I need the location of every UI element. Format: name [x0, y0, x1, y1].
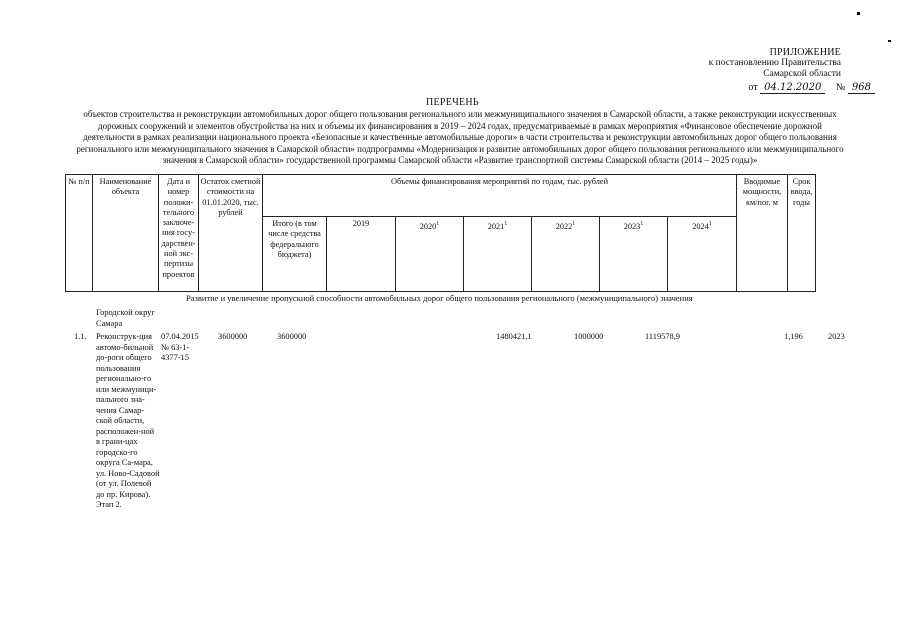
date-prefix: от	[748, 82, 758, 93]
header-capacity: Вводимые мощности, км/пог. м	[737, 175, 788, 292]
header-name: Наименование объекта	[93, 175, 159, 292]
header-year-2019	[327, 217, 396, 292]
footnote-mark: 1	[572, 221, 576, 227]
footnote-mark: 1	[640, 221, 644, 227]
row-term: 2023	[828, 332, 845, 341]
scan-speck	[888, 40, 891, 42]
appendix-date-line	[635, 82, 875, 93]
date-value: 04.12.2020	[760, 82, 825, 94]
row-balance: 3600000	[218, 332, 248, 341]
document-title: ПЕРЕЧЕНЬ	[426, 97, 479, 108]
number-value: 968	[848, 82, 875, 94]
header-year-2021	[464, 217, 532, 292]
footnote-mark: 1	[708, 221, 712, 227]
row-2021: 1480421,1	[496, 332, 532, 341]
row-date: 07.04.2015 № 63-1-4377-15	[161, 332, 199, 362]
appendix-line-2: Самарской области	[763, 69, 841, 79]
appendix-title: ПРИЛОЖЕНИЕ	[769, 47, 841, 58]
row-total: 3600000	[277, 332, 307, 341]
header-year-2023	[600, 217, 668, 292]
section-heading: Развитие и увеличение пропускной способности автомобильных дорог общего пользования регионального (межмуниципального) значения	[186, 293, 693, 303]
year-2019-label: 2019	[352, 219, 370, 228]
header-year-2022	[532, 217, 600, 292]
row-num: 1.1.	[74, 332, 87, 341]
number-prefix: №	[835, 82, 846, 93]
objects-table	[65, 174, 816, 292]
row-name: Реконструк-ция автомо-бильной до-роги общего пользования регионально-го или межмуници-пального зна-чения Самар-ской области, расположен-ной в грани-цах городско-го округа Са-мара, ул. Ново-Садовой (от ул. Полевой до пр. Кирова). Этап 2.	[96, 332, 160, 509]
scan-speck	[857, 12, 860, 15]
row-2022: 1000000	[574, 332, 604, 341]
year-2024-label: 2024	[692, 221, 709, 231]
document-subtitle: объектов строительства и реконструкции автомобильных дорог общего пользования регионального или межмуниципального значения в Самарской области, а также реконструкции искусственных дорожных сооружений и элементов обустройства на них и объемы их финансирования в 2019 – 2024 годах, предусматриваемые в рамках мероприятия «Финансовое обеспечение дорожной деятельности в рамках реализации национального проекта «Безопасные и качественные автомобильные дороги» в части строительства и реконструкции автомобильных дорог общего пользования регионального или межмуниципального значения в Самарской области» подпрограммы «Модернизация и развитие автомобильных дорог общего пользования регионального или межмуниципального значения в Самарской области» государственной программы Самарской области «Развитие транспортной системы Самарской области (2014 – 2025 годы)»	[76, 109, 844, 166]
header-total: Итого (в том числе средства федерального бюджета)	[263, 217, 327, 292]
header-term: Срок ввода, годы	[788, 175, 816, 292]
year-2020-label: 2020	[419, 221, 437, 231]
appendix-block	[641, 47, 841, 80]
header-date: Дата и номер положи-тельного заключе-ния госу-дарствен-ной экс-пертизы проектов	[159, 175, 199, 292]
row-capacity: 1,196	[784, 332, 803, 341]
header-funding: Объемы финансирования мероприятий по годам, тыс. рублей	[263, 175, 737, 217]
header-balance: Остаток сметной стоимости на 01.01.2020, тыс. рублей	[199, 175, 263, 292]
row-2023: 1119578,9	[645, 332, 680, 341]
appendix-line-1: к постановлению Правительства	[708, 58, 841, 68]
year-2021-label: 2021	[487, 221, 505, 231]
header-num: № п/п	[66, 175, 93, 292]
header-year-2020	[396, 217, 464, 292]
footnote-mark: 1	[504, 221, 508, 227]
footnote-mark: 1	[436, 221, 440, 227]
year-2022-label: 2022	[555, 221, 573, 231]
district-heading: Городской округ Самара	[96, 308, 155, 328]
header-year-2024	[668, 217, 737, 292]
year-2023-label: 2023	[623, 221, 641, 231]
